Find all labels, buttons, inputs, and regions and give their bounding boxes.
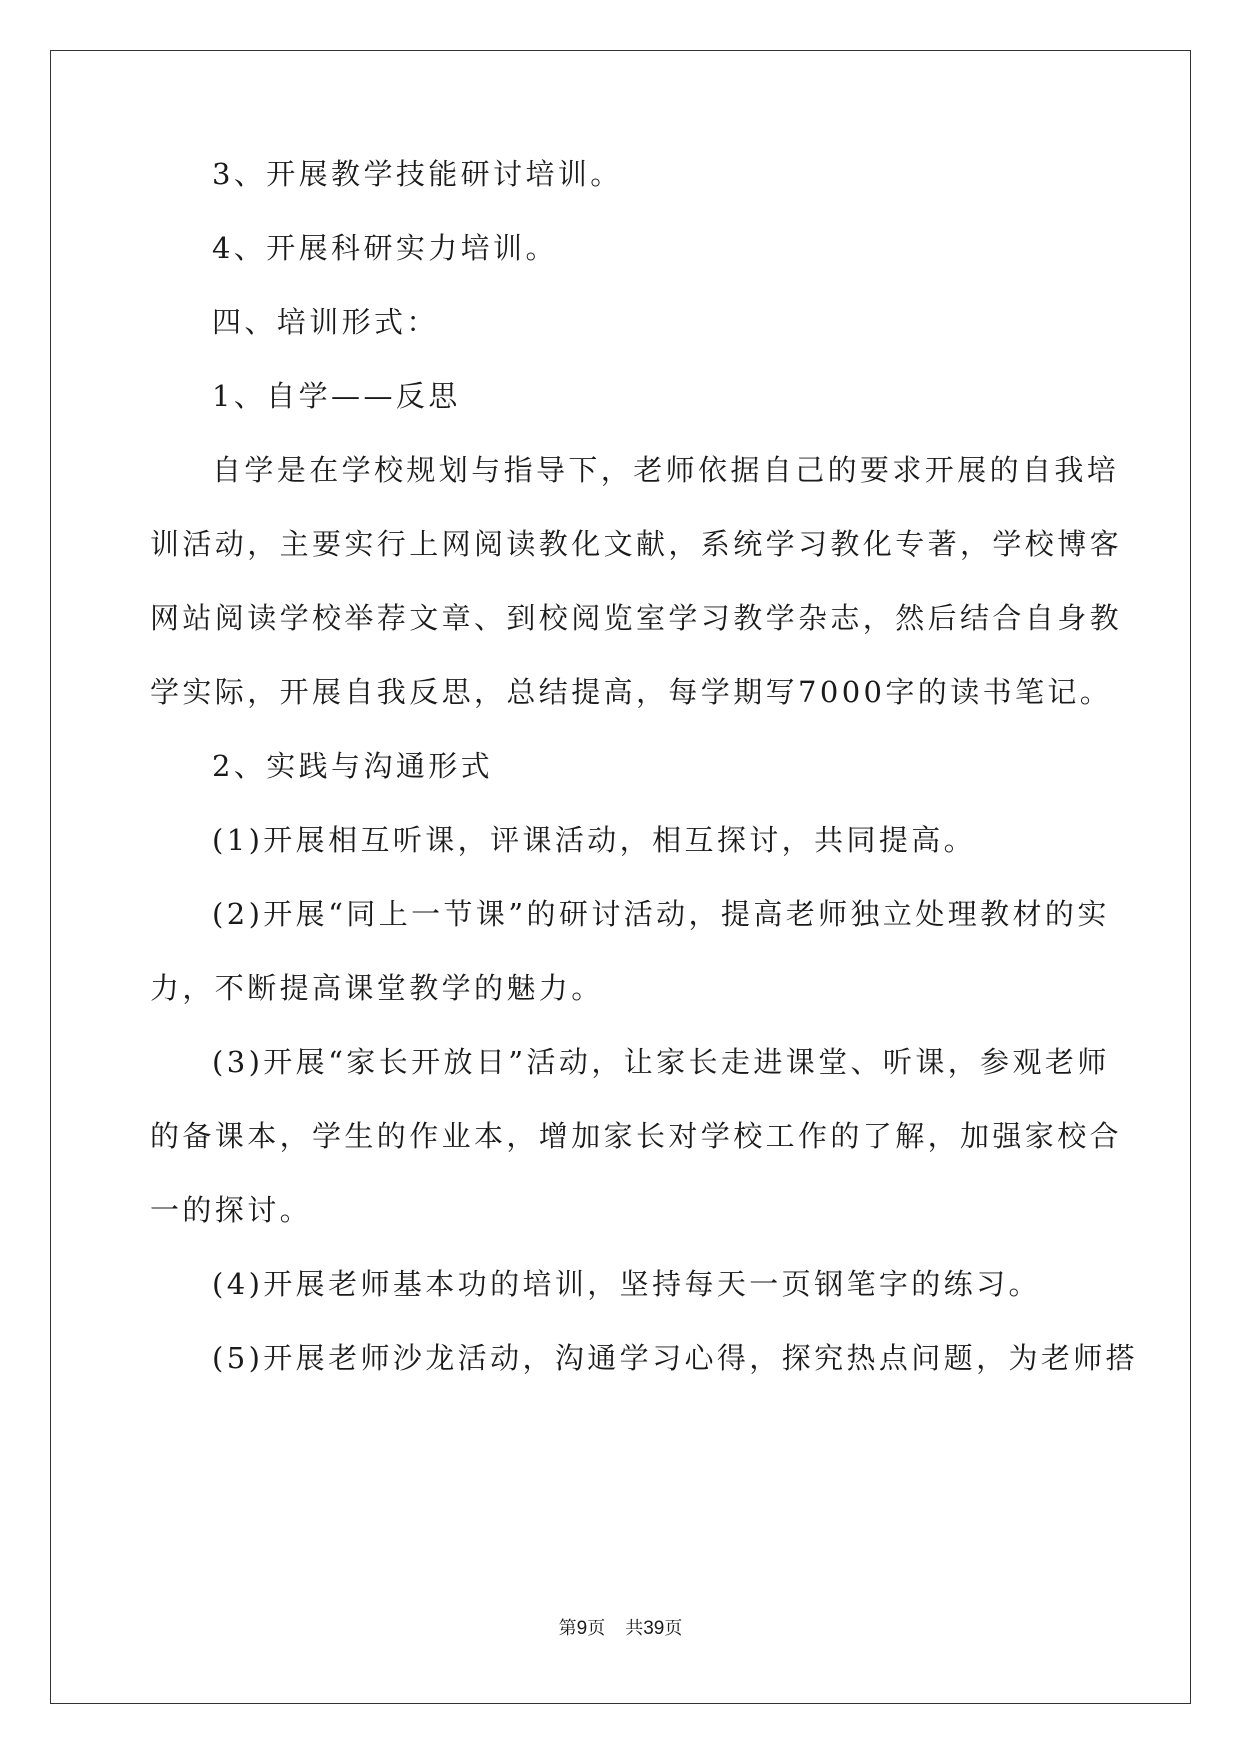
paragraph-line: 学实际，开展自我反思，总结提高，每学期写7000字的读书笔记。: [150, 675, 1113, 709]
page-suffix: 页: [587, 1618, 606, 1639]
list-item: (4)开展老师基本功的培训，坚持每天一页钢笔字的练习。: [212, 1267, 1041, 1301]
list-item: (5)开展老师沙龙活动，沟通学习心得，探究热点问题，为老师搭: [212, 1341, 1139, 1375]
list-item: (1)开展相互听课，评课活动，相互探讨，共同提高。: [212, 823, 977, 857]
total-suffix: 页: [664, 1618, 683, 1639]
page-border: [50, 50, 1191, 1704]
paragraph-line: 一的探讨。: [150, 1193, 313, 1227]
paragraph-line: 4、开展科研实力培训。: [212, 231, 558, 265]
list-item: (2)开展“同上一节课”的研讨活动，提高老师独立处理教材的实: [212, 897, 1110, 931]
paragraph-line: 的备课本，学生的作业本，增加家长对学校工作的了解，加强家校合: [150, 1119, 1123, 1153]
page-current: 9: [576, 1618, 588, 1639]
page-total: 39: [643, 1618, 665, 1639]
subsection-heading: 2、实践与沟通形式: [212, 749, 494, 783]
paragraph-line: 力，不断提高课堂教学的魅力。: [150, 971, 604, 1005]
page-footer: [0, 1617, 1241, 1641]
paragraph-line: 网站阅读学校举荐文章、到校阅览室学习教学杂志，然后结合自身教: [150, 601, 1123, 635]
page-prefix: 第: [558, 1618, 577, 1639]
paragraph-line: 3、开展教学技能研讨培训。: [212, 157, 623, 191]
total-prefix: 共: [625, 1618, 644, 1639]
paragraph-line: 自学是在学校规划与指导下，老师依据自己的要求开展的自我培: [212, 453, 1120, 487]
list-item: (3)开展“家长开放日”活动，让家长走进课堂、听课，参观老师: [212, 1045, 1110, 1079]
section-heading: 四、培训形式：: [212, 305, 439, 339]
paragraph-line: 训活动，主要实行上网阅读教化文献，系统学习教化专著，学校博客: [150, 527, 1123, 561]
subsection-heading: 1、自学——反思: [212, 379, 461, 413]
